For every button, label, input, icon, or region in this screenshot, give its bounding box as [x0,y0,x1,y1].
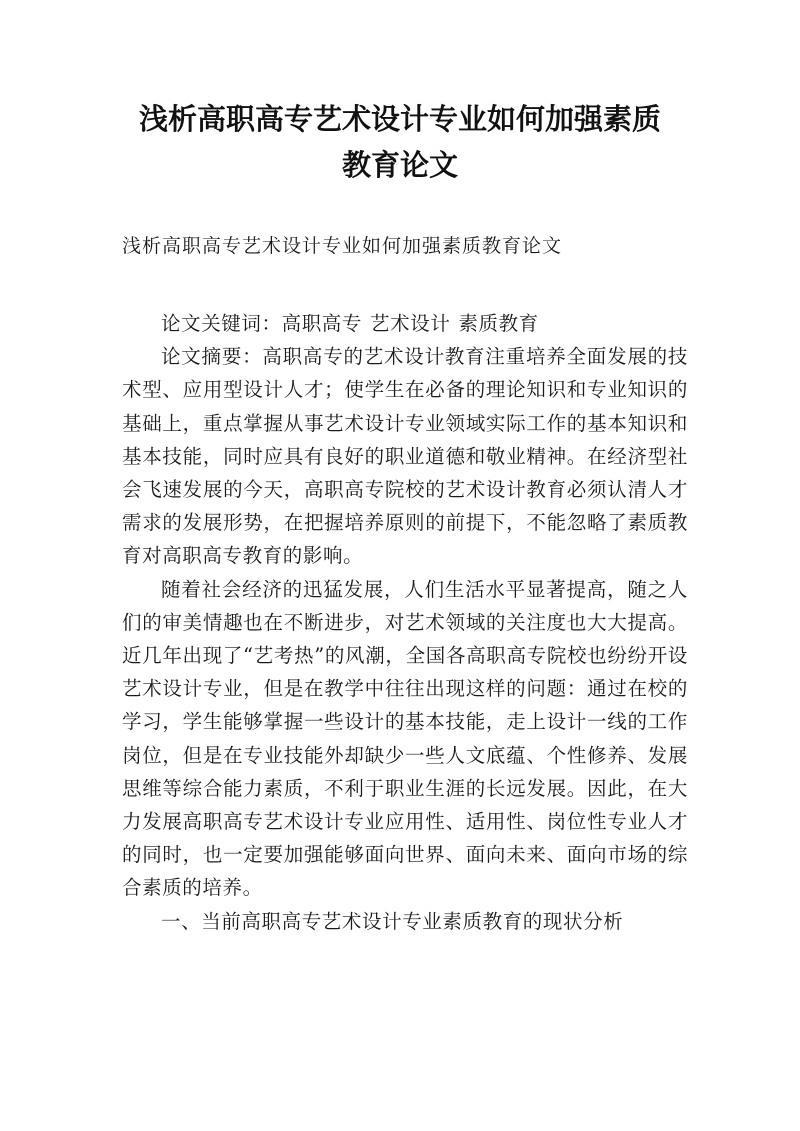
intro-paragraph: 随着社会经济的迅猛发展，人们生活水平显著提高，随之人们的审美情趣也在不断进步，对艺术领域的关注度也大大提高。近几年出现了“艺考热”的风潮，全国各高职高专院校也纷纷开设艺术设计专业，但是在教学中往往出现这样的问题：通过在校的学习，学生能够掌握一些设计的基本技能，走上设计一线的工作岗位，但是在专业技能外却缺少一些人文底蕴、个性修养、发展思维等综合能力素质，不利于职业生涯的长远发展。因此，在大力发展高职高专艺术设计专业应用性、适用性、岗位性专业人才的同时，也一定要加强能够面向世界、面向未来、面向市场的综合素质的培养。 [122,577,688,900]
keywords-line [122,307,688,340]
document-title [100,96,700,188]
keyword: 高职高专 [281,312,363,335]
section-heading: 一、当前高职高专艺术设计专业素质教育的现状分析 [161,909,624,933]
keyword: 艺术设计 [370,312,451,335]
title-line-2: 教育论文 [341,148,458,182]
keyword: 素质教育 [458,312,539,335]
document-subtitle: 浅析高职高专艺术设计专业如何加强素质教育论文 [122,235,563,257]
title-line-1: 浅析高职高专艺术设计专业如何加强素质 [138,102,661,136]
abstract-paragraph: 论文摘要：高职高专的艺术设计教育注重培养全面发展的技术型、应用型设计人才；使学生在必备的理论知识和专业知识的基础上，重点掌握从事艺术设计专业领域实际工作的基本知识和基本技能，同时应具有良好的职业道德和敬业精神。在经济型社会飞速发展的今天，高职高专院校的艺术设计教育必须认清人才需求的发展形势，在把握培养原则的前提下，不能忽略了素质教育对高职高专教育的影响。 [122,345,688,568]
document-body [122,307,688,938]
keywords-label: 论文关键词： [161,312,282,335]
